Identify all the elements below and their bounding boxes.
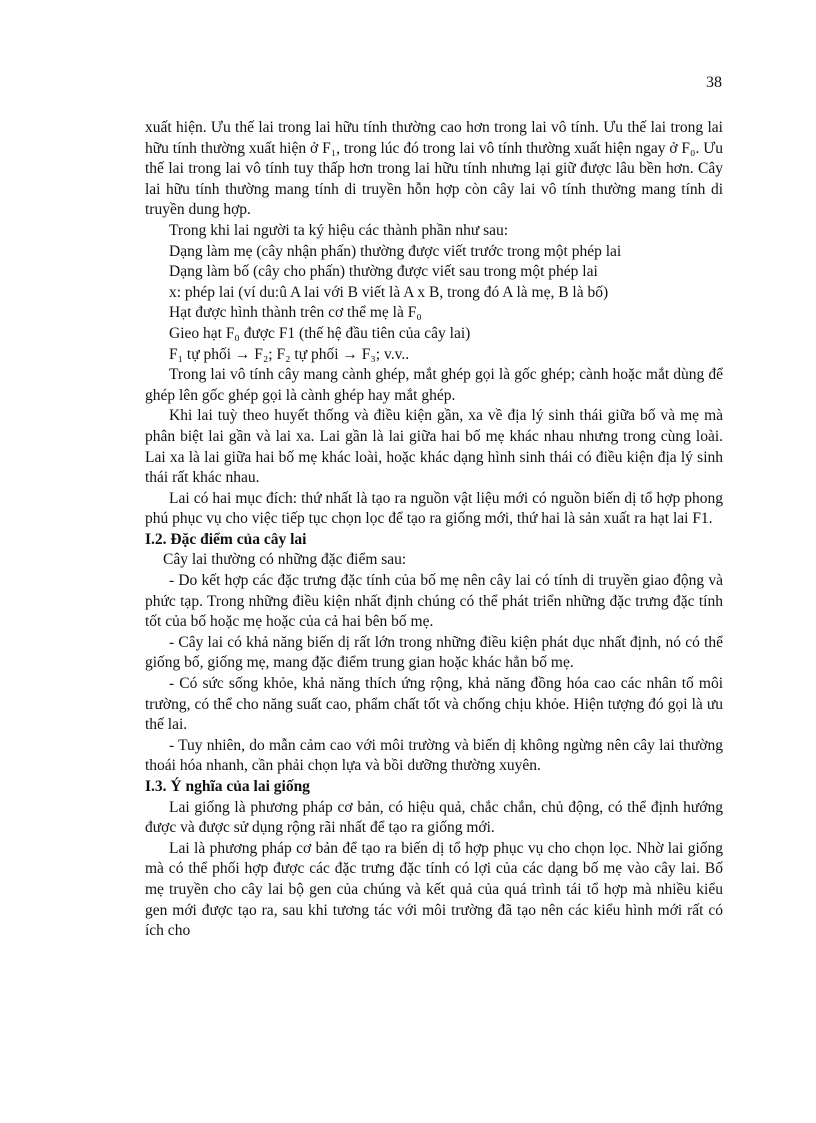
notation-item: Dạng làm bố (cây cho phấn) thường được viết sau trong một phép lai [169, 263, 598, 281]
near-far-paragraph: Khi lai tuỳ theo huyết thống và điều kiện gần, xa về địa lý sinh thái giữa bố và mẹ mà phân biệt lai gần và lai xa. Lai gần là lai giữa hai bố mẹ khác nhau nhưng trong cùng loài. Lai xa là lai giữa hai bố mẹ khác loài, hoặc khác dạng hình sinh thái có điều kiện địa lý sinh thái rất khác nhau. [145, 407, 723, 487]
section-lead: Cây lai thường có những đặc điểm sau: [163, 551, 407, 569]
feature-item: - Cây lai có khả năng biến dị rất lớn trong những điều kiện phát dục nhất định, nó có thể giống bố, giống mẹ, mang đặc điểm trung gian hoặc khác hẳn bố mẹ. [145, 633, 723, 672]
notation-item: Gieo hạt F₀ được F1 (thế hệ đầu tiên của cây lai) [169, 324, 471, 342]
purpose-paragraph: Lai có hai mục đích: thứ nhất là tạo ra nguồn vật liệu mới có nguồn biến dị tổ hợp phong phú phục vụ cho việc tiếp tục chọn lọc để tạo ra giống mới, thứ hai là sản xuất ra hạt lai F1. [145, 489, 723, 528]
grafting-paragraph: Trong lai vô tính cây mang cành ghép, mắt ghép gọi là gốc ghép; cành hoặc mắt dùng để ghép lên gốc ghép gọi là cành ghép hay mắt ghép. [145, 366, 723, 404]
notation-item: x: phép lai (ví du:û A lai với B viết là A x B, trong đó A là mẹ, B là bố) [169, 283, 609, 301]
document-body [145, 118, 723, 942]
feature-item: - Tuy nhiên, do mẫn cảm cao với môi trường và biến dị không ngừng nên cây lai thường thoái hóa nhanh, cần phải chọn lựa và bồi dưỡng thường xuyên. [145, 736, 723, 775]
significance-paragraph: Lai giống là phương pháp cơ bản, có hiệu quả, chắc chắn, chủ động, có thể định hướng được và được sử dụng rộng rãi nhất để tạo ra giống mới. [145, 798, 723, 837]
notation-item: F₁ tự phối → F₂; F₂ tự phối → F₃; v.v.. [169, 345, 410, 363]
notation-item: Hạt được hình thành trên cơ thể mẹ là F₀ [169, 304, 422, 322]
feature-item: - Do kết hợp các đặc trưng đặc tính của bố mẹ nên cây lai có tính di truyền giao động và phức tạp. Trong những điều kiện nhất định chúng có thể phát triển những đặc trưng đặc tính tốt của bố hoặc mẹ hoặc của cả hai bên bố mẹ. [145, 572, 723, 631]
section-heading: I.2. Đặc điểm của cây lai [145, 530, 307, 548]
feature-item: - Có sức sống khỏe, khả năng thích ứng rộng, khả năng đồng hóa cao các nhân tố môi trường, có thể cho năng suất cao, phẩm chất tốt và chống chịu khỏe. Hiện tượng đó gọi là ưu thế lai. [145, 675, 723, 734]
significance-paragraph: Lai là phương pháp cơ bản để tạo ra biến dị tổ hợp phục vụ cho chọn lọc. Nhờ lai giống mà có thể phối hợp được các đặc trưng đặc tính có lợi của các dạng bố mẹ vào cây lai. Bố mẹ truyền cho cây lai bộ gen của chúng và kết quả của quá trình tái tổ hợp mà nhiều kiểu gen mới được tạo ra, sau khi tương tác với môi trường đã tạo nên các kiểu hình mới rất có ích cho [145, 839, 723, 940]
notation-item: Dạng làm mẹ (cây nhận phấn) thường được viết trước trong một phép lai [169, 242, 622, 260]
notation-intro: Trong khi lai người ta ký hiệu các thành phần như sau: [169, 221, 509, 239]
intro-paragraph: xuất hiện. Ưu thế lai trong lai hữu tính thường cao hơn trong lai vô tính. Ưu thế lai trong lai hữu tính thường xuất hiện ở F₁, trong lúc đó trong lai vô tính thường xuất hiện ngay ở F₀. Ưu thế lai trong lai vô tính tuy thấp hơn trong lai hữu tính nhưng lại giữ được lâu bền hơn. Cây lai hữu tính thường mang tính di truyền hỗn hợp còn cây lai vô tính thường mang tính di truyền dung hợp. [145, 119, 723, 219]
page-number: 38 [706, 74, 722, 91]
section-heading: I.3. Ý nghĩa của lai giống [145, 778, 310, 795]
